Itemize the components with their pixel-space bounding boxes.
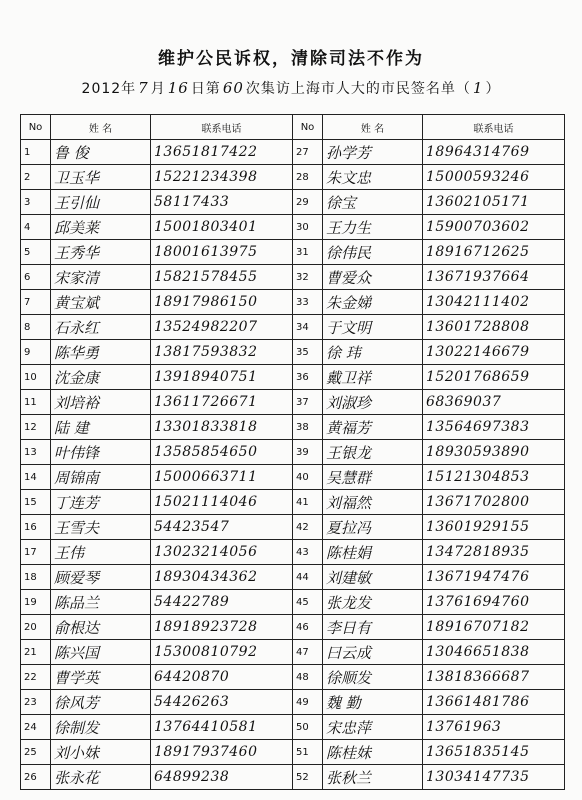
signer-phone-left: 15300810792: [151, 640, 293, 665]
signer-phone-right: 13472818935: [423, 540, 565, 565]
row-number-left: 17: [21, 540, 51, 565]
signer-name-right: 徐 玮: [323, 340, 423, 365]
signer-name-right: 王力生: [323, 215, 423, 240]
row-number-right: 30: [293, 215, 323, 240]
subtitle-count: 60: [222, 79, 244, 97]
table-row: [21, 615, 565, 640]
signer-phone-right: 18930593890: [423, 440, 565, 465]
row-number-right: 43: [293, 540, 323, 565]
table-row: [21, 465, 565, 490]
row-number-left: 5: [21, 240, 51, 265]
signer-phone-right: 15900703602: [423, 215, 565, 240]
signer-name-left: 刘培裕: [51, 390, 151, 415]
signer-name-right: 吴慧群: [323, 465, 423, 490]
signer-phone-right: 13564697383: [423, 415, 565, 440]
table-row: [21, 415, 565, 440]
signer-name-right: 徐宝: [323, 190, 423, 215]
signer-phone-right: 13602105171: [423, 190, 565, 215]
signer-phone-left: 13764410581: [151, 715, 293, 740]
subtitle-month: 7: [138, 79, 149, 97]
signer-name-left: 王伟: [51, 540, 151, 565]
row-number-right: 46: [293, 615, 323, 640]
row-number-left: 25: [21, 740, 51, 765]
row-number-left: 1: [21, 140, 51, 165]
signer-phone-left: 54423547: [151, 515, 293, 540]
row-number-left: 7: [21, 290, 51, 315]
row-number-left: 16: [21, 515, 51, 540]
table-row: [21, 365, 565, 390]
signer-name-left: 王秀华: [51, 240, 151, 265]
signer-phone-left: 18930434362: [151, 565, 293, 590]
subtitle-page: 1: [472, 79, 484, 97]
row-number-right: 45: [293, 590, 323, 615]
signer-name-left: 徐风芳: [51, 690, 151, 715]
header-phone-left: 联系电话: [151, 115, 293, 140]
row-number-right: 42: [293, 515, 323, 540]
signer-name-left: 顾爱琴: [51, 565, 151, 590]
signer-name-right: 朱文忠: [323, 165, 423, 190]
signer-phone-right: 18964314769: [423, 140, 565, 165]
signer-name-left: 鲁 俊: [51, 140, 151, 165]
row-number-right: 38: [293, 415, 323, 440]
signer-name-right: 曹爱众: [323, 265, 423, 290]
signer-name-left: 王雪夫: [51, 515, 151, 540]
row-number-left: 19: [21, 590, 51, 615]
signer-name-right: 戴卫祥: [323, 365, 423, 390]
row-number-left: 20: [21, 615, 51, 640]
signer-phone-right: 13601929155: [423, 515, 565, 540]
subtitle-day: 16: [167, 79, 189, 97]
row-number-left: 6: [21, 265, 51, 290]
signer-name-left: 张永花: [51, 765, 151, 790]
signer-phone-left: 13301833818: [151, 415, 293, 440]
row-number-right: 48: [293, 665, 323, 690]
signer-name-left: 陈品兰: [51, 590, 151, 615]
signer-phone-right: 68369037: [423, 390, 565, 415]
row-number-right: 37: [293, 390, 323, 415]
signer-name-left: 周锦南: [51, 465, 151, 490]
signer-phone-left: 13611726671: [151, 390, 293, 415]
header-name-left: 姓 名: [51, 115, 151, 140]
table-row: [21, 590, 565, 615]
signer-phone-left: 13817593832: [151, 340, 293, 365]
row-number-right: 29: [293, 190, 323, 215]
row-number-right: 34: [293, 315, 323, 340]
row-number-right: 44: [293, 565, 323, 590]
signer-name-right: 张龙发: [323, 590, 423, 615]
signer-name-right: 于文明: [323, 315, 423, 340]
signer-name-right: 魏 勤: [323, 690, 423, 715]
signer-name-right: 夏拉冯: [323, 515, 423, 540]
row-number-right: 39: [293, 440, 323, 465]
signer-phone-left: 13585854650: [151, 440, 293, 465]
signer-name-left: 俞根达: [51, 615, 151, 640]
signer-name-left: 邱美莱: [51, 215, 151, 240]
signer-name-right: 黄福芳: [323, 415, 423, 440]
signer-phone-left: 13651817422: [151, 140, 293, 165]
signer-phone-right: 13671702800: [423, 490, 565, 515]
signer-phone-left: 13524982207: [151, 315, 293, 340]
table-row: [21, 140, 565, 165]
row-number-left: 22: [21, 665, 51, 690]
signer-phone-right: 13761963: [423, 715, 565, 740]
signer-name-right: 孙学芳: [323, 140, 423, 165]
signer-phone-right: 13671947476: [423, 565, 565, 590]
row-number-right: 32: [293, 265, 323, 290]
signer-name-right: 张秋兰: [323, 765, 423, 790]
subtitle-ri-di: 日第: [190, 81, 221, 97]
table-row: [21, 165, 565, 190]
table-row: [21, 340, 565, 365]
table-row: [21, 565, 565, 590]
row-number-right: 35: [293, 340, 323, 365]
signer-name-left: 宋家清: [51, 265, 151, 290]
signer-phone-left: 18917937460: [151, 740, 293, 765]
signer-name-right: 刘建敏: [323, 565, 423, 590]
signer-phone-right: 13661481786: [423, 690, 565, 715]
table-row: [21, 740, 565, 765]
row-number-left: 4: [21, 215, 51, 240]
signer-name-right: 王银龙: [323, 440, 423, 465]
signer-name-left: 曹学英: [51, 665, 151, 690]
row-number-right: 40: [293, 465, 323, 490]
table-row: [21, 665, 565, 690]
row-number-left: 9: [21, 340, 51, 365]
table-row: [21, 265, 565, 290]
row-number-right: 52: [293, 765, 323, 790]
signer-name-left: 陈兴国: [51, 640, 151, 665]
row-number-left: 12: [21, 415, 51, 440]
signer-phone-right: 13022146679: [423, 340, 565, 365]
signer-name-left: 陈华勇: [51, 340, 151, 365]
table-row: [21, 315, 565, 340]
signer-phone-left: 15001803401: [151, 215, 293, 240]
row-number-left: 3: [21, 190, 51, 215]
signer-name-right: 徐顺发: [323, 665, 423, 690]
table-row: [21, 515, 565, 540]
signer-phone-left: 54426263: [151, 690, 293, 715]
signer-name-right: 徐伟民: [323, 240, 423, 265]
signature-table: [20, 114, 565, 790]
signer-name-right: 宋忠萍: [323, 715, 423, 740]
header-no-left: No: [21, 115, 51, 140]
signer-phone-right: 13034147735: [423, 765, 565, 790]
signer-name-right: 朱金娣: [323, 290, 423, 315]
table-row: [21, 540, 565, 565]
signer-name-left: 丁连芳: [51, 490, 151, 515]
table-row: [21, 715, 565, 740]
signer-name-right: 刘淑珍: [323, 390, 423, 415]
table-row: [21, 765, 565, 790]
signer-phone-left: 15821578455: [151, 265, 293, 290]
subtitle-year: 2012: [81, 81, 122, 97]
row-number-right: 33: [293, 290, 323, 315]
signer-phone-left: 18001613975: [151, 240, 293, 265]
signer-name-right: 李日有: [323, 615, 423, 640]
signer-phone-left: 15021114046: [151, 490, 293, 515]
signer-phone-left: 18918923728: [151, 615, 293, 640]
signer-phone-left: 54422789: [151, 590, 293, 615]
signer-phone-left: 13023214056: [151, 540, 293, 565]
signer-phone-right: 13651835145: [423, 740, 565, 765]
signer-name-right: 曰云成: [323, 640, 423, 665]
signer-phone-right: 18916712625: [423, 240, 565, 265]
subtitle-nian: 年: [121, 81, 137, 97]
signer-name-right: 陈桂妹: [323, 740, 423, 765]
row-number-left: 26: [21, 765, 51, 790]
signer-name-right: 陈桂娟: [323, 540, 423, 565]
row-number-left: 14: [21, 465, 51, 490]
signer-phone-left: 58117433: [151, 190, 293, 215]
table-row: [21, 690, 565, 715]
row-number-right: 51: [293, 740, 323, 765]
signer-name-left: 沈金康: [51, 365, 151, 390]
signer-phone-right: 15201768659: [423, 365, 565, 390]
subtitle-yue: 月: [150, 81, 166, 97]
page-subtitle: [0, 78, 582, 98]
signer-name-left: 叶伟锋: [51, 440, 151, 465]
table-row: [21, 290, 565, 315]
row-number-left: 24: [21, 715, 51, 740]
subtitle-close: ）: [485, 81, 501, 97]
row-number-left: 11: [21, 390, 51, 415]
signer-phone-right: 13601728808: [423, 315, 565, 340]
row-number-left: 21: [21, 640, 51, 665]
signer-phone-left: 64899238: [151, 765, 293, 790]
signer-phone-right: 13046651838: [423, 640, 565, 665]
signer-phone-left: 15221234398: [151, 165, 293, 190]
row-number-left: 10: [21, 365, 51, 390]
table-header-row: [21, 115, 565, 140]
signer-name-right: 刘福然: [323, 490, 423, 515]
signer-phone-left: 15000663711: [151, 465, 293, 490]
signer-name-left: 石永红: [51, 315, 151, 340]
signer-phone-left: 13918940751: [151, 365, 293, 390]
signer-phone-right: 15000593246: [423, 165, 565, 190]
signer-phone-right: 13042111402: [423, 290, 565, 315]
row-number-left: 13: [21, 440, 51, 465]
subtitle-rest: 次集访上海市人大的市民签名单（: [245, 81, 471, 97]
table-row: [21, 640, 565, 665]
row-number-right: 28: [293, 165, 323, 190]
signer-phone-right: 15121304853: [423, 465, 565, 490]
table-row: [21, 240, 565, 265]
signer-name-left: 陆 建: [51, 415, 151, 440]
row-number-right: 50: [293, 715, 323, 740]
signer-name-left: 徐制发: [51, 715, 151, 740]
row-number-right: 49: [293, 690, 323, 715]
row-number-right: 36: [293, 365, 323, 390]
table-row: [21, 190, 565, 215]
table-row: [21, 215, 565, 240]
row-number-right: 47: [293, 640, 323, 665]
header-phone-right: 联系电话: [423, 115, 565, 140]
signer-phone-right: 13818366687: [423, 665, 565, 690]
row-number-left: 2: [21, 165, 51, 190]
header-no-right: No: [293, 115, 323, 140]
signer-name-left: 卫玉华: [51, 165, 151, 190]
table-row: [21, 440, 565, 465]
signer-name-left: 黄宝斌: [51, 290, 151, 315]
signer-phone-left: 64420870: [151, 665, 293, 690]
row-number-left: 8: [21, 315, 51, 340]
row-number-right: 41: [293, 490, 323, 515]
row-number-left: 15: [21, 490, 51, 515]
signer-name-left: 王引仙: [51, 190, 151, 215]
row-number-left: 23: [21, 690, 51, 715]
signer-phone-right: 18916707182: [423, 615, 565, 640]
header-name-right: 姓 名: [323, 115, 423, 140]
row-number-right: 27: [293, 140, 323, 165]
table-row: [21, 390, 565, 415]
signer-phone-left: 18917986150: [151, 290, 293, 315]
row-number-left: 18: [21, 565, 51, 590]
row-number-right: 31: [293, 240, 323, 265]
signer-phone-right: 13761694760: [423, 590, 565, 615]
signer-name-left: 刘小妹: [51, 740, 151, 765]
page-title: 维护公民诉权，清除司法不作为: [158, 49, 424, 69]
signer-phone-right: 13671937664: [423, 265, 565, 290]
table-row: [21, 490, 565, 515]
